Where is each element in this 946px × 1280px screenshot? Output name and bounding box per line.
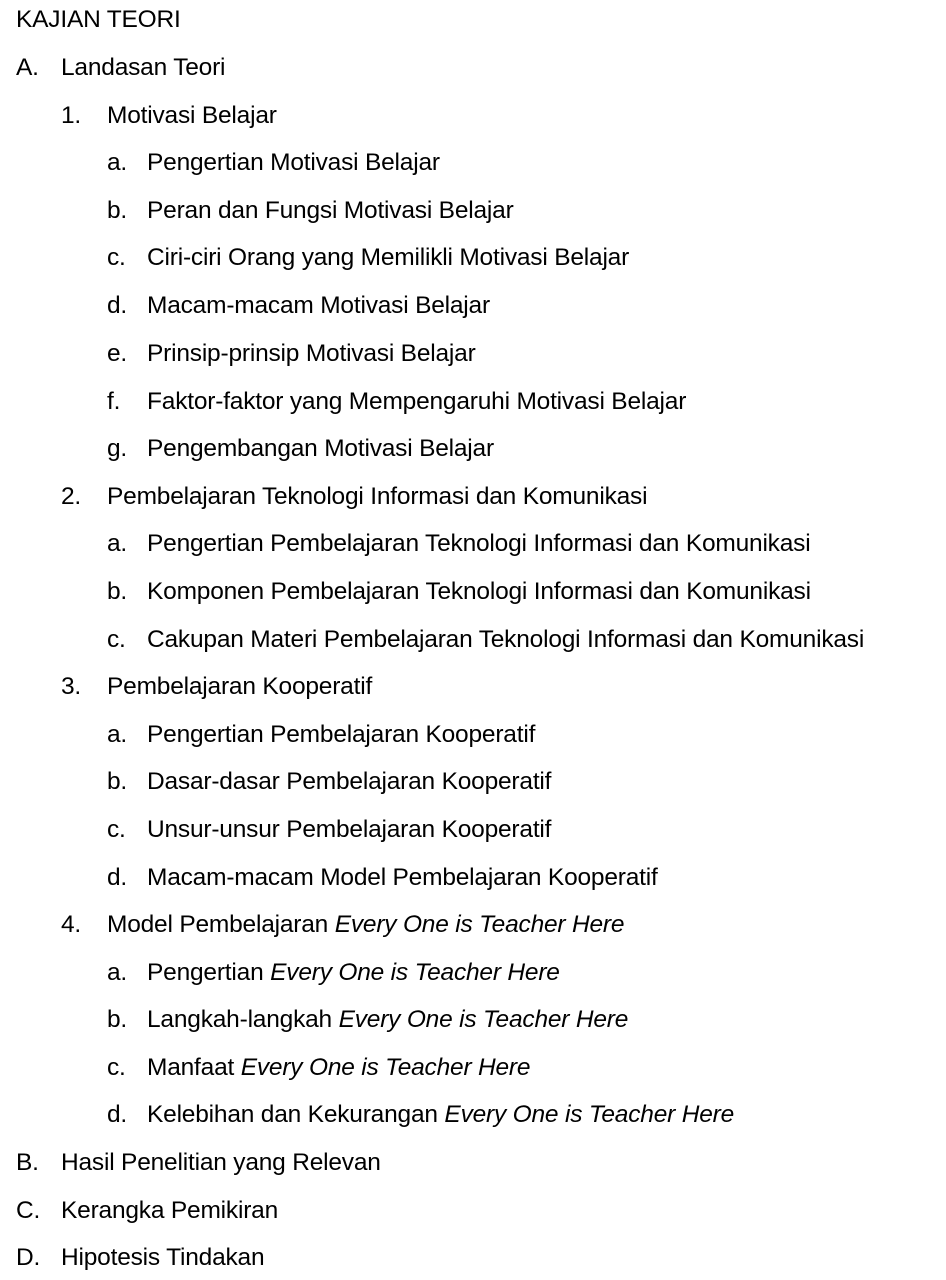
subsection-label: Motivasi Belajar: [107, 102, 277, 129]
subsection-label-italic: Every One is Teacher Here: [334, 911, 625, 938]
subsection-4-heading: [0, 911, 946, 939]
subsection-2-heading: [0, 483, 946, 511]
item-label-plain: Manfaat: [147, 1054, 241, 1081]
section-label: Hasil Penelitian yang Relevan: [61, 1149, 381, 1176]
item-marker: g.: [107, 435, 128, 462]
subsection-marker: 2.: [61, 483, 82, 510]
list-item: [0, 292, 946, 320]
item-marker: b.: [107, 578, 128, 605]
item-marker: a.: [107, 721, 128, 748]
item-label-italic: Every One is Teacher Here: [444, 1101, 735, 1128]
list-item: [0, 244, 946, 272]
item-label: Pengertian Pembelajaran Kooperatif: [147, 721, 536, 748]
subsection-marker: 1.: [61, 102, 82, 129]
page-title: KAJIAN TEORI: [16, 6, 181, 33]
section-marker: D.: [16, 1244, 41, 1271]
item-marker: f.: [107, 388, 121, 415]
item-label: Macam-macam Motivasi Belajar: [147, 292, 490, 319]
item-label: Dasar-dasar Pembelajaran Kooperatif: [147, 768, 552, 795]
item-marker: c.: [107, 244, 126, 271]
section-marker: B.: [16, 1149, 39, 1176]
item-label: [147, 1006, 628, 1034]
item-label-italic: Every One is Teacher Here: [338, 1006, 629, 1033]
subsection-label: [107, 911, 624, 939]
item-label: Pengertian Motivasi Belajar: [147, 149, 440, 176]
item-label: Pengembangan Motivasi Belajar: [147, 435, 494, 462]
list-item: [0, 197, 946, 225]
list-item: [0, 864, 946, 892]
section-label: Hipotesis Tindakan: [61, 1244, 265, 1271]
item-marker: c.: [107, 816, 126, 843]
item-marker: a.: [107, 149, 128, 176]
list-item: [0, 578, 946, 606]
item-marker: b.: [107, 768, 128, 795]
list-item: [0, 626, 946, 654]
item-label: Unsur-unsur Pembelajaran Kooperatif: [147, 816, 552, 843]
subsection-marker: 4.: [61, 911, 82, 938]
item-marker: b.: [107, 1006, 128, 1033]
section-c-heading: [0, 1197, 946, 1225]
item-marker: a.: [107, 530, 128, 557]
item-label-italic: Every One is Teacher Here: [270, 959, 560, 986]
item-marker: d.: [107, 1101, 128, 1128]
item-label-plain: Langkah-langkah: [147, 1006, 339, 1033]
list-item: [0, 388, 946, 416]
section-d-heading: [0, 1244, 946, 1272]
section-label: Kerangka Pemikiran: [61, 1197, 279, 1224]
item-marker: d.: [107, 864, 128, 891]
item-label: Cakupan Materi Pembelajaran Teknologi Informasi dan Komunikasi: [147, 626, 865, 653]
item-label: Peran dan Fungsi Motivasi Belajar: [147, 197, 514, 224]
item-marker: a.: [107, 959, 128, 986]
list-item: [0, 721, 946, 749]
list-item: [0, 1054, 946, 1082]
item-marker: e.: [107, 340, 128, 367]
item-label: [147, 1101, 734, 1129]
subsection-marker: 3.: [61, 673, 82, 700]
section-marker: C.: [16, 1197, 41, 1224]
item-label: [147, 959, 560, 987]
item-label: Pengertian Pembelajaran Teknologi Informasi dan Komunikasi: [147, 530, 811, 557]
list-item: [0, 959, 946, 987]
list-item: [0, 1101, 946, 1129]
subsection-label-plain: Model Pembelajaran: [107, 911, 335, 938]
subsection-3-heading: [0, 673, 946, 701]
list-item: [0, 340, 946, 368]
item-marker: b.: [107, 197, 128, 224]
item-label: Ciri-ciri Orang yang Memilikli Motivasi Belajar: [147, 244, 630, 271]
section-a-heading: [0, 54, 946, 82]
subsection-label: Pembelajaran Kooperatif: [107, 673, 373, 700]
list-item: [0, 1006, 946, 1034]
subsection-label: Pembelajaran Teknologi Informasi dan Komunikasi: [107, 483, 648, 510]
item-label-plain: Pengertian: [147, 959, 271, 986]
item-marker: c.: [107, 626, 126, 653]
item-label: Komponen Pembelajaran Teknologi Informasi dan Komunikasi: [147, 578, 811, 605]
section-b-heading: [0, 1149, 946, 1177]
list-item: [0, 768, 946, 796]
item-label-italic: Every One is Teacher Here: [240, 1054, 531, 1081]
section-label: Landasan Teori: [61, 54, 226, 81]
item-marker: d.: [107, 292, 128, 319]
section-marker: A.: [16, 54, 39, 81]
item-marker: c.: [107, 1054, 126, 1081]
item-label: Faktor-faktor yang Mempengaruhi Motivasi Belajar: [147, 388, 687, 415]
list-item: [0, 530, 946, 558]
item-label: Macam-macam Model Pembelajaran Kooperatif: [147, 864, 658, 891]
item-label-plain: Kelebihan dan Kekurangan: [147, 1101, 445, 1128]
item-label: [147, 1054, 530, 1082]
item-label: Prinsip-prinsip Motivasi Belajar: [147, 340, 476, 367]
list-item: [0, 435, 946, 463]
list-item: [0, 816, 946, 844]
subsection-1-heading: [0, 102, 946, 130]
list-item: [0, 149, 946, 177]
